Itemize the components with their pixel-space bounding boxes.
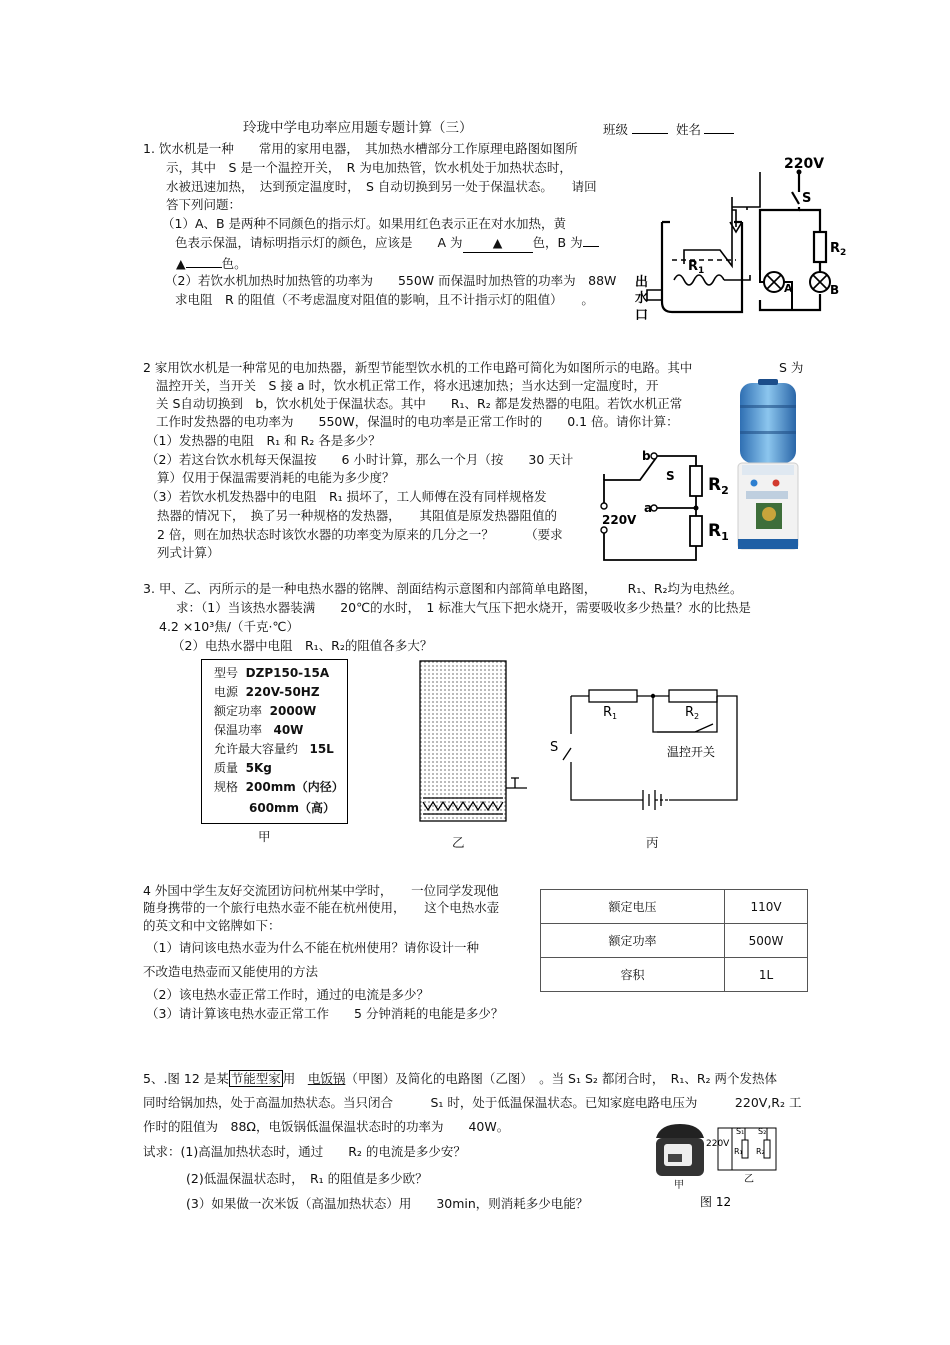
yi-label: 乙	[744, 1174, 754, 1185]
r2-label: $R_2$	[708, 475, 729, 497]
voltage-label: 220V	[784, 156, 825, 172]
r1-label: $R_1$	[688, 259, 705, 276]
q5-text: 5、.图 12 是某	[143, 1071, 229, 1086]
figure-caption: 图 12	[700, 1195, 732, 1209]
q1-line: 水被迅速加热， 达到预定温度时， S 自动切换到另一处于保温状态。 请回	[166, 179, 597, 194]
class-label: 班级	[603, 122, 629, 137]
table-row	[541, 958, 808, 992]
q2-line: S 为	[779, 360, 804, 375]
r2-label: $R_2$	[685, 705, 700, 721]
q4-line: 不改造电热壶而又能使用的方法	[143, 964, 319, 979]
lamp-b-color-blank[interactable]	[583, 246, 599, 247]
name-blank[interactable]	[704, 119, 734, 134]
table-row	[541, 890, 808, 924]
terminal-b-label: b	[642, 449, 651, 463]
thermostat-label: 温控开关	[667, 745, 716, 759]
q1-answer-end: 色。	[221, 256, 247, 271]
q5-line: 试求：(1)高温加热状态时，通过 R₂ 的电流是多少安？	[143, 1144, 466, 1159]
q4-line: （1）请问该电热水壶为什么不能在杭州使用？请你设计一种	[146, 940, 479, 955]
rice-cooker-figure	[650, 1120, 790, 1210]
switch-label: S	[550, 740, 559, 755]
q5-line: 作时的阻值为 88Ω，电饭锅低温保温状态时的功率为 40W。	[143, 1119, 510, 1134]
water-dispenser-heating-circuit	[632, 152, 847, 323]
page-title: 玲珑中学电功率应用题专题计算（三）	[243, 120, 473, 136]
table-cell: 500W	[725, 924, 808, 958]
q1-line: 求电阻 R 的阻值（不考虑温度对阻值的影响，且不计指示灯的阻值） 。	[175, 292, 594, 307]
spec-row: 质量 5Kg	[214, 761, 272, 775]
table-cell: 容积	[541, 958, 725, 992]
voltage-label: 220V	[706, 1139, 730, 1149]
spec-row: 允许最大容量约 15L	[214, 742, 334, 756]
q1-answer-b: 色，B 为	[532, 235, 583, 250]
q3-line: （2）电热水器中电阻 R₁、R₂的阻值各多大？	[172, 638, 433, 653]
q2-line: 工作时发热器的电功率为 550W，保温时的电功率是正常工作时的 0.1 倍。请你计算：	[156, 414, 679, 429]
q5-text: 用	[282, 1071, 308, 1086]
q5-line	[143, 1070, 777, 1088]
table-cell: 额定电压	[541, 890, 725, 924]
q3-line: 4.2 ×10³焦/（千克·℃）	[159, 619, 299, 634]
q5-underlined-text: 电饭锅	[307, 1071, 346, 1086]
r1-label: $R_1$	[708, 521, 729, 543]
q2-line: 2 家用饮水机是一种常见的电加热器，新型节能型饮水机的工作电路可简化为如图所示的电路。其中	[143, 360, 693, 375]
q5-line: (3）如果做一次米饭（高温加热状态）用 30min，则消耗多少电能？	[186, 1196, 589, 1211]
caption-yi: 乙	[452, 835, 465, 850]
q2-line: 关 S自动切换到 b，饮水机处于保温状态。其中 R₁、R₂ 都是发热器的电阻。若饮水机正常	[156, 396, 683, 411]
q4-line: （2）该电热水壶正常工作时，通过的电流是多少？	[146, 987, 429, 1002]
q2-line: （2）若这台饮水机每天保温按 6 小时计算，那么一个月（按 30 天计	[146, 452, 574, 467]
water-dispenser-photo	[732, 379, 812, 554]
spec-row: 额定功率 2000W	[214, 704, 317, 718]
q5-text: （甲图）及简化的电路图（乙图） 。当 S₁ S₂ 都闭合时， R₁、R₂ 两个发热体	[345, 1071, 778, 1086]
q3-line: 求：（1）当该热水器装满 20℃的水时， 1 标准大气压下把水烧开，需要吸收多少热量？水的比热是	[176, 600, 751, 615]
heater-nameplate	[201, 659, 348, 824]
spec-row: 保温功率 40W	[214, 723, 304, 737]
jia-label: 甲	[674, 1180, 684, 1191]
q1-line: 答下列问题：	[166, 197, 242, 212]
q1-line	[175, 234, 599, 253]
lamp-b-label: B	[830, 283, 840, 297]
q1-line: （1）A、B 是两种不同颜色的指示灯。如果用红色表示正在对水加热，黄	[162, 216, 567, 231]
outlet-label-1: 出	[635, 275, 649, 290]
q4-line: 的英文和中文铭牌如下：	[143, 918, 281, 933]
blank-mark: ▲	[176, 256, 186, 271]
q3-line: 3. 甲、乙、丙所示的是一种电热水器的铭牌、剖面结构示意图和内部简单电路图， R₁、R₂均为电热丝。	[143, 581, 743, 596]
spec-row: 600mm（高）	[249, 801, 336, 815]
name-label: 姓名	[676, 122, 702, 137]
r2-label: R₂	[756, 1147, 765, 1156]
voltage-label: 220V	[602, 513, 637, 527]
q1-line	[176, 253, 247, 273]
table-row	[541, 924, 808, 958]
q1-line: （2）若饮水机加热时加热管的功率为 550W 而保温时加热管的功率为 88W	[165, 273, 617, 288]
q2-line: （1）发热器的电阻 R₁ 和 R₂ 各是多少？	[146, 433, 381, 448]
caption-bing: 丙	[646, 835, 659, 850]
q4-line: 随身携带的一个旅行电热水壶不能在杭州使用， 这个电热水壶	[143, 900, 500, 915]
heater-circuit	[545, 686, 745, 806]
spec-row: 规格 200mm（内径）	[214, 780, 344, 794]
caption-jia: 甲	[258, 829, 271, 844]
switch-label: S	[666, 469, 675, 483]
table-cell: 1L	[725, 958, 808, 992]
class-blank[interactable]	[632, 119, 668, 134]
lamp-b-color-blank-cont[interactable]	[186, 253, 222, 268]
blank-mark: ▲	[492, 235, 503, 250]
spec-row: 电源 220V-50HZ	[214, 685, 320, 699]
lamp-a-label: A	[784, 282, 793, 295]
r1-label: R₁	[734, 1147, 743, 1156]
name-field[interactable]	[676, 119, 734, 139]
q1-line: 示，其中 S 是一个温控开关， R 为电加热管，饮水机处于加热状态时，	[166, 160, 572, 175]
q2-line: （3）若饮水机发热器中的电阻 R₁ 损坏了，工人师傅在没有同样规格发	[146, 489, 547, 504]
outlet-label-2: 水	[635, 291, 649, 306]
q2-line: 列式计算）	[157, 545, 220, 560]
q2-line: 算）仅用于保温需要消耗的电能为多少度？	[157, 470, 395, 485]
s2-label: S₂	[758, 1127, 767, 1136]
outlet-label-3: 口	[635, 308, 649, 323]
q1-line: 1. 饮水机是一种 常用的家用电器， 其加热水槽部分工作原理电路图如图所	[143, 141, 578, 156]
q1-answer-prompt: 色表示保温，请标明指示灯的颜色，应该是 A 为	[175, 235, 463, 250]
q2-line: 热器的情况下， 换了另一种规格的发热器， 其阻值是原发热器阻值的	[157, 508, 558, 523]
q5-boxed-text: 节能型家	[230, 1071, 281, 1086]
q2-line: 温控开关，当开关 S 接 a 时，饮水机正常工作，将水迅速加热；当水达到一定温度时，开	[156, 378, 659, 393]
lamp-a-color-blank[interactable]	[463, 234, 533, 253]
switch-label: S	[802, 191, 812, 206]
table-cell: 额定功率	[541, 924, 725, 958]
heater-cross-section	[419, 660, 534, 825]
terminal-a-label: a	[644, 501, 653, 515]
r1-label: $R_1$	[603, 705, 618, 721]
q5-line: (2)低温保温状态时， R₁ 的阻值是多少欧？	[186, 1171, 428, 1186]
class-field[interactable]	[603, 119, 668, 139]
q2-circuit	[596, 444, 746, 574]
q4-line: 4 外国中学生友好交流团访问杭州某中学时， 一位同学发现他	[143, 883, 499, 898]
table-cell: 110V	[725, 890, 808, 924]
q4-line: （3）请计算该电热水壶正常工作 5 分钟消耗的电能是多少？	[146, 1006, 504, 1021]
q2-line: 2 倍，则在加热状态时该饮水器的功率变为原来的几分之一？ （要求	[157, 527, 563, 542]
kettle-nameplate-table	[540, 889, 808, 992]
r2-label: $R_2$	[830, 241, 847, 258]
q5-line: 同时给锅加热，处于高温加热状态。当只闭合 S₁ 时，处于低温保温状态。已知家庭电路电压为 220V,R₂ 工	[143, 1095, 802, 1110]
s1-label: S₁	[736, 1127, 745, 1136]
spec-row: 型号 DZP150-15A	[214, 666, 330, 680]
